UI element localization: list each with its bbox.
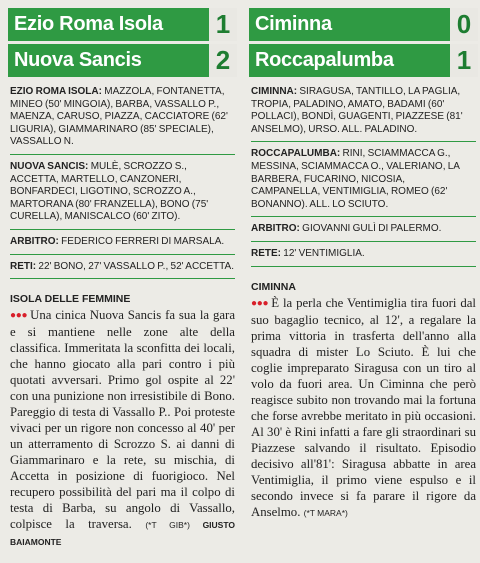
away-team-score-bar [249,44,478,77]
away-lineup-team: ROCCAPALUMBA: [251,148,341,160]
goals-line [10,255,235,280]
goals-label: RETI: [10,260,37,272]
home-lineup-players: SIRAGUSA, TANTILLO, LA PAGLIA, TROPIA, PALADINO, AMATO, BADAMI (60' POLLACI), BONDÌ, GUAGENTI, PIAZZESE (81' ANSELMO), URSO. ALL. PALADINO. [251,86,463,135]
signature-author: GIUSTO BAIAMONTE [10,520,235,548]
left-match-column [8,8,237,550]
referee-line [10,230,235,255]
referee-label: ARBITRO: [10,235,59,247]
home-lineup [10,80,235,155]
signature-note: (*T MARA*) [303,507,348,518]
home-team-name: Ciminna [255,13,332,35]
goals-line [251,242,476,267]
home-lineup-team: EZIO ROMA ISOLA: [10,86,102,97]
goals-list: 12' VENTIMIGLIA. [283,247,365,259]
signature-note: (*T GIB*) [145,520,190,531]
referee-name: GIOVANNI GULÌ DI PALERMO. [302,223,442,235]
away-lineup-team: NUOVA SANCIS: [10,160,89,172]
home-team-score-bar [8,8,237,41]
signature [304,508,348,518]
away-team-goals: 1 [450,44,478,77]
goals-list: 22' BONO, 27' VASSALLO P., 52' ACCETTA. [38,260,234,272]
article-dateline: CIMINNA [251,280,296,293]
home-team-goals: 0 [450,8,478,41]
match-report [10,307,235,550]
referee-label: ARBITRO: [251,223,300,235]
bullet-marker: ●●● [10,310,28,322]
home-lineup-team: CIMINNA: [251,86,298,97]
goals-label: RETE: [251,247,281,259]
away-lineup [10,155,235,230]
away-lineup-players: RINI, SCIAMMACCA G., MESSINA, SCIAMMACCA O., VALERIANO, LA BARBERA, FUCARINO, NICOSIA, CAMPANELLA, VENTIMIGLIA, ROMEO (62' BONANNO). ALL. LO SCIUTO. [251,148,460,210]
away-team-name: Nuova Sancis [14,49,142,71]
home-team-name: Ezio Roma Isola [14,13,163,35]
away-team-score-bar [8,44,237,77]
match-report-text: È la perla che Ventimiglia tira fuori dal suo bagaglio tecnico, al 12', a regalare la prima vittoria in trasferta dell'anno alla squadra di mister Lo Sciuto. È lui che coglie impreparato Siragusa con un tiro al volo da fuori area. Un Ciminna che però reagisce subito non trovando mai la fortuna che forse avrebbe meritato in più occasioni. Al 30' è Rini infatti a fare gli straordinari su Piazzese salvando il risultato. Episodio decisivo all'81': Siragusa abbatte in area Ventimiglia, il primo viene espulso e il secondo invece si fa parare il rigore da Anselmo. [251,295,476,519]
bullet-marker: ●●● [251,297,269,309]
match-report-text: Una cinica Nuova Sancis fa sua la gara e si mantiene nelle zone alte della classifica. Immeritata la sconfitta dei locali, che hanno giocato alla pari contro i più quotati avversari. Primo gol ospite al 22' con una punizione non irresistibile di Bono. Pareggio di testa di Vassallo P.. Poi proteste vivaci per un rigore non concesso al 40' per un atterramento di Scrozzo S. ai danni di Giammarinaro e la rete, su mischia, di Accetta in posizione di fuorigioco. Nel recupero possibilità del pari ma il colpo di testa di Barba, su angolo di Vassallo, colpisce la traversa. [10,308,235,532]
away-lineup-players: MULÈ, SCROZZO S., ACCETTA, MARTELLO, CANZONERI, BONFARDECI, LIGOTINO, SCROZZO A., MARTORANA (80' FRANZELLA), BONO (75' CURELLA), MANISCALCO (60' ZITO). [10,160,209,223]
away-team-name: Roccapalumba [255,49,394,71]
referee-name: FEDERICO FERRERI DI MARSALA. [61,235,225,247]
match-report [251,295,476,521]
home-team-goals: 1 [209,8,237,41]
article-dateline: ISOLA DELLE FEMMINE [10,293,131,306]
home-lineup-players: MAZZOLA, FONTANETTA, MINEO (50' MINGOIA), BARBA, VASSALLO P., MAENZA, CARUSO, PIAZZA, CACCIATORE (62' LIGURIA), GIAMMARINARO (85' SPECIALE), VASSALLO N. [10,86,228,148]
home-team-score-bar [249,8,478,41]
referee-line [251,217,476,242]
away-team-goals: 2 [209,44,237,77]
away-lineup [251,142,476,217]
right-match-column [249,8,478,521]
home-lineup [251,80,476,142]
